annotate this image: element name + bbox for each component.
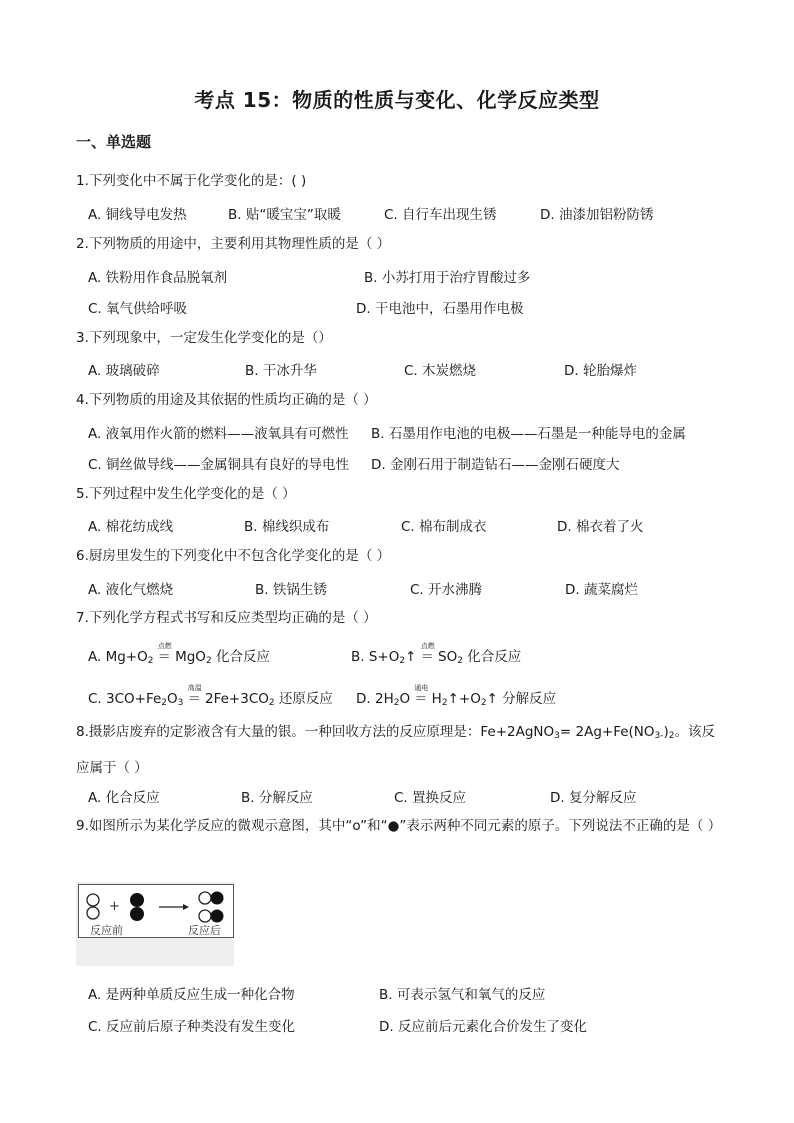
q6-option-d: D. 蔬菜腐烂	[565, 582, 638, 598]
question-4-stem: 4.下列物质的用途及其依据的性质均正确的是（ ）	[76, 392, 377, 408]
reaction-condition: 点燃 ＝	[157, 642, 172, 665]
black-atom	[130, 893, 144, 907]
q2-option-c: C. 氧气供给呼吸	[88, 301, 188, 317]
question-9-stem: 9.如图所示为某化学反应的微观示意图，其中“o”和“●”表示两种不同元素的原子。下列说法不正确的是（ ）	[76, 818, 722, 834]
q2-option-b: B. 小苏打用于治疗胃酸过多	[364, 270, 531, 286]
q4-option-b: B. 石墨用作电池的电极——石墨是一种能导电的金属	[371, 426, 686, 442]
q8-option-a: A. 化合反应	[88, 790, 160, 806]
q2-option-a: A. 铁粉用作食品脱氧剂	[88, 270, 228, 286]
q7-option-c: C. $3CO+Fe_2O_3$ 高温 ＝ $2Fe+3CO_2$ 还原反应	[88, 684, 333, 708]
reaction-condition: 点燃 ＝	[420, 642, 435, 665]
q6-option-b: B. 铁锅生锈	[255, 582, 327, 598]
q9-option-d: D. 反应前后元素化合价发生了变化	[379, 1019, 587, 1035]
label-after: 反应后	[188, 924, 221, 937]
q4-option-a: A. 液氧用作火箭的燃料——液氧具有可燃性	[88, 426, 349, 442]
q1-option-b: B. 贴“暖宝宝”取暖	[228, 207, 341, 223]
q9-option-a: A. 是两种单质反应生成一种化合物	[88, 987, 295, 1003]
reaction-arrowhead	[183, 904, 189, 910]
plus-sign: +	[109, 899, 120, 914]
q9-option-b: B. 可表示氢气和氧气的反应	[379, 987, 546, 1003]
q4-option-d: D. 金刚石用于制造钻石——金刚石硬度大	[371, 457, 620, 473]
question-3-stem: 3.下列现象中，一定发生化学变化的是（）	[76, 330, 332, 346]
q2-option-d: D. 干电池中，石墨用作电极	[356, 301, 524, 317]
reaction-diagram	[76, 882, 234, 966]
black-atom	[211, 910, 224, 923]
q1-option-c: C. 自行车出现生锈	[384, 207, 497, 223]
q7-option-b: B. $S+O_2↑$ 点燃 ＝ $SO_2$ 化合反应	[351, 642, 522, 666]
question-2-stem: 2.下列物质的用途中，主要利用其物理性质的是（ ）	[76, 236, 391, 252]
q5-option-d: D. 棉衣着了火	[557, 519, 644, 535]
q1-option-d: D. 油漆加铝粉防锈	[540, 207, 654, 223]
q8-option-d: D. 复分解反应	[550, 790, 637, 806]
white-atom	[199, 892, 211, 904]
q6-option-a: A. 液化气燃烧	[88, 582, 174, 598]
section-heading: 一、单选题	[76, 133, 152, 151]
q4-option-c: C. 铜丝做导线——金属铜具有良好的导电性	[88, 457, 350, 473]
black-atom	[130, 907, 144, 921]
white-atom	[87, 894, 99, 906]
q3-option-d: D. 轮胎爆炸	[564, 363, 637, 379]
page-title: 考点 15：物质的性质与变化、化学反应类型	[194, 88, 600, 112]
black-atom	[211, 892, 224, 905]
q8-option-c: C. 置换反应	[394, 790, 467, 806]
q6-option-c: C. 开水沸腾	[410, 582, 483, 598]
reaction-condition: 通电 ＝	[414, 684, 429, 707]
q1-option-a: A. 铜线导电发热	[88, 207, 187, 223]
q3-option-b: B. 干冰升华	[245, 363, 317, 379]
reaction-condition: 高温 ＝	[187, 684, 202, 707]
q5-option-b: B. 棉线织成布	[244, 519, 330, 535]
question-7-stem: 7.下列化学方程式书写和反应类型均正确的是（ ）	[76, 610, 377, 626]
q5-option-a: A. 棉花纺成线	[88, 519, 174, 535]
q3-option-c: C. 木炭燃烧	[404, 363, 477, 379]
white-atom	[87, 907, 99, 919]
label-before: 反应前	[90, 924, 123, 937]
q5-option-c: C. 棉布制成衣	[401, 519, 487, 535]
q9-option-c: C. 反应前后原子种类没有发生变化	[88, 1019, 296, 1035]
q7-option-a: A. $Mg+O_2$ 点燃 ＝ MgO$_2$ 化合反应	[88, 642, 270, 666]
question-5-stem: 5.下列过程中发生化学变化的是（ ）	[76, 486, 296, 502]
question-1-stem: 1.下列变化中不属于化学变化的是：( )	[76, 173, 307, 189]
white-atom	[199, 910, 211, 922]
q7-option-d: D. $2H_2O$ 通电 ＝ $H_2↑+O_2↑$ 分解反应	[356, 684, 557, 708]
q3-option-a: A. 玻璃破碎	[88, 363, 160, 379]
question-6-stem: 6.厨房里发生的下列变化中不包含化学变化的是（ ）	[76, 548, 391, 564]
q8-option-b: B. 分解反应	[241, 790, 313, 806]
question-8-stem: 8.摄影店废弃的定影液含有大量的银。一种回收方法的反应原理是：Fe+2AgNO$_3$= $2Ag+Fe(NO_{3-})_2$。该反应属于（ ）	[76, 724, 716, 776]
